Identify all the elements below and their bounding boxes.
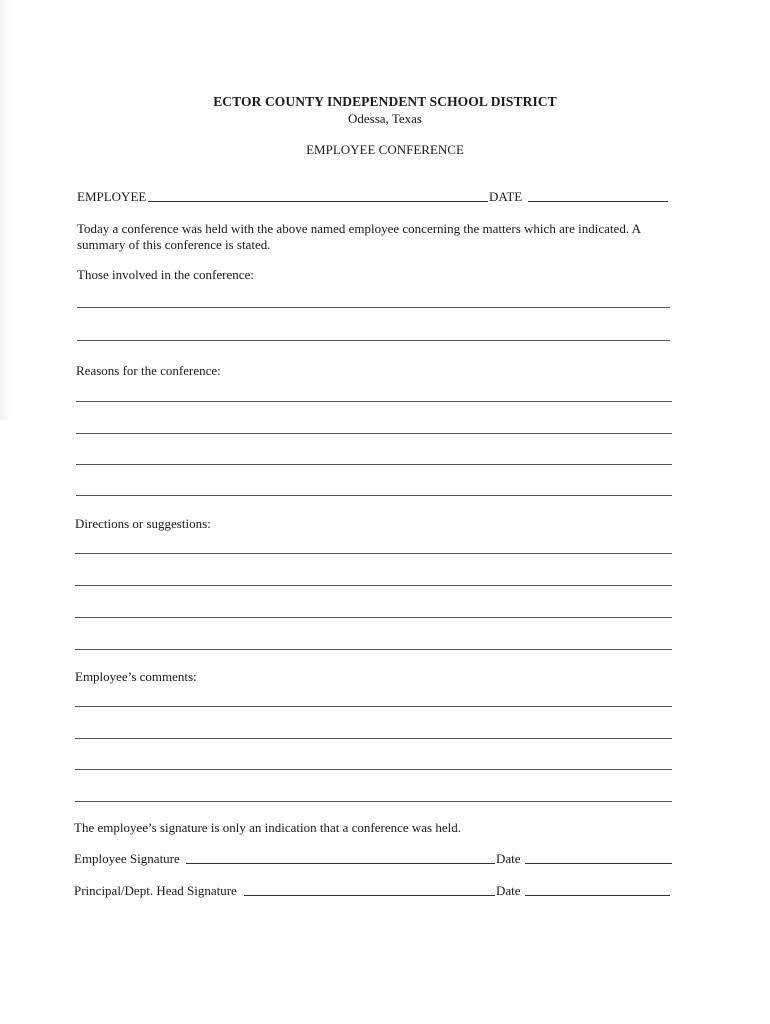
- reasons-line-3[interactable]: [76, 464, 672, 465]
- intro-paragraph: Today a conference was held with the above named employee concerning the matters which are indicated. A summary of this conference is stated.: [77, 221, 641, 252]
- involved-line-2[interactable]: [77, 340, 670, 341]
- reasons-label: Reasons for the conference:: [76, 363, 221, 378]
- reasons-line-4[interactable]: [76, 495, 672, 496]
- employee-signature-label: Employee Signature: [74, 851, 180, 866]
- district-name: ECTOR COUNTY INDEPENDENT SCHOOL DISTRICT: [213, 94, 557, 109]
- reasons-line-1[interactable]: [76, 401, 672, 402]
- signature-note: The employee’s signature is only an indication that a conference was held.: [74, 820, 461, 835]
- directions-line-2[interactable]: [75, 585, 672, 586]
- involved-label: Those involved in the conference:: [77, 267, 254, 282]
- involved-line-1[interactable]: [77, 307, 670, 308]
- directions-label: Directions or suggestions:: [75, 516, 211, 531]
- directions-line-1[interactable]: [75, 553, 672, 554]
- employee-label: EMPLOYEE: [77, 189, 147, 204]
- comments-line-1[interactable]: [75, 706, 672, 707]
- reasons-line-2[interactable]: [76, 433, 672, 434]
- comments-line-2[interactable]: [75, 738, 672, 739]
- district-city: Odessa, Texas: [348, 111, 422, 126]
- principal-signature-date-label: Date: [496, 883, 521, 898]
- comments-line-3[interactable]: [75, 769, 672, 770]
- scan-edge-shadow: [0, 0, 10, 420]
- principal-signature-label: Principal/Dept. Head Signature: [74, 883, 237, 898]
- directions-line-4[interactable]: [75, 649, 672, 650]
- principal-signature-date-field[interactable]: [525, 895, 670, 896]
- employee-signature-field[interactable]: [186, 863, 495, 864]
- directions-line-3[interactable]: [75, 617, 672, 618]
- comments-label: Employee’s comments:: [75, 669, 197, 684]
- employee-signature-date-label: Date: [496, 851, 521, 866]
- employee-name-field[interactable]: [148, 201, 488, 202]
- date-field[interactable]: [528, 201, 668, 202]
- comments-line-4[interactable]: [75, 801, 672, 802]
- form-title: EMPLOYEE CONFERENCE: [306, 142, 464, 157]
- employee-signature-date-field[interactable]: [525, 863, 672, 864]
- date-label: DATE: [489, 189, 523, 204]
- principal-signature-field[interactable]: [244, 895, 495, 896]
